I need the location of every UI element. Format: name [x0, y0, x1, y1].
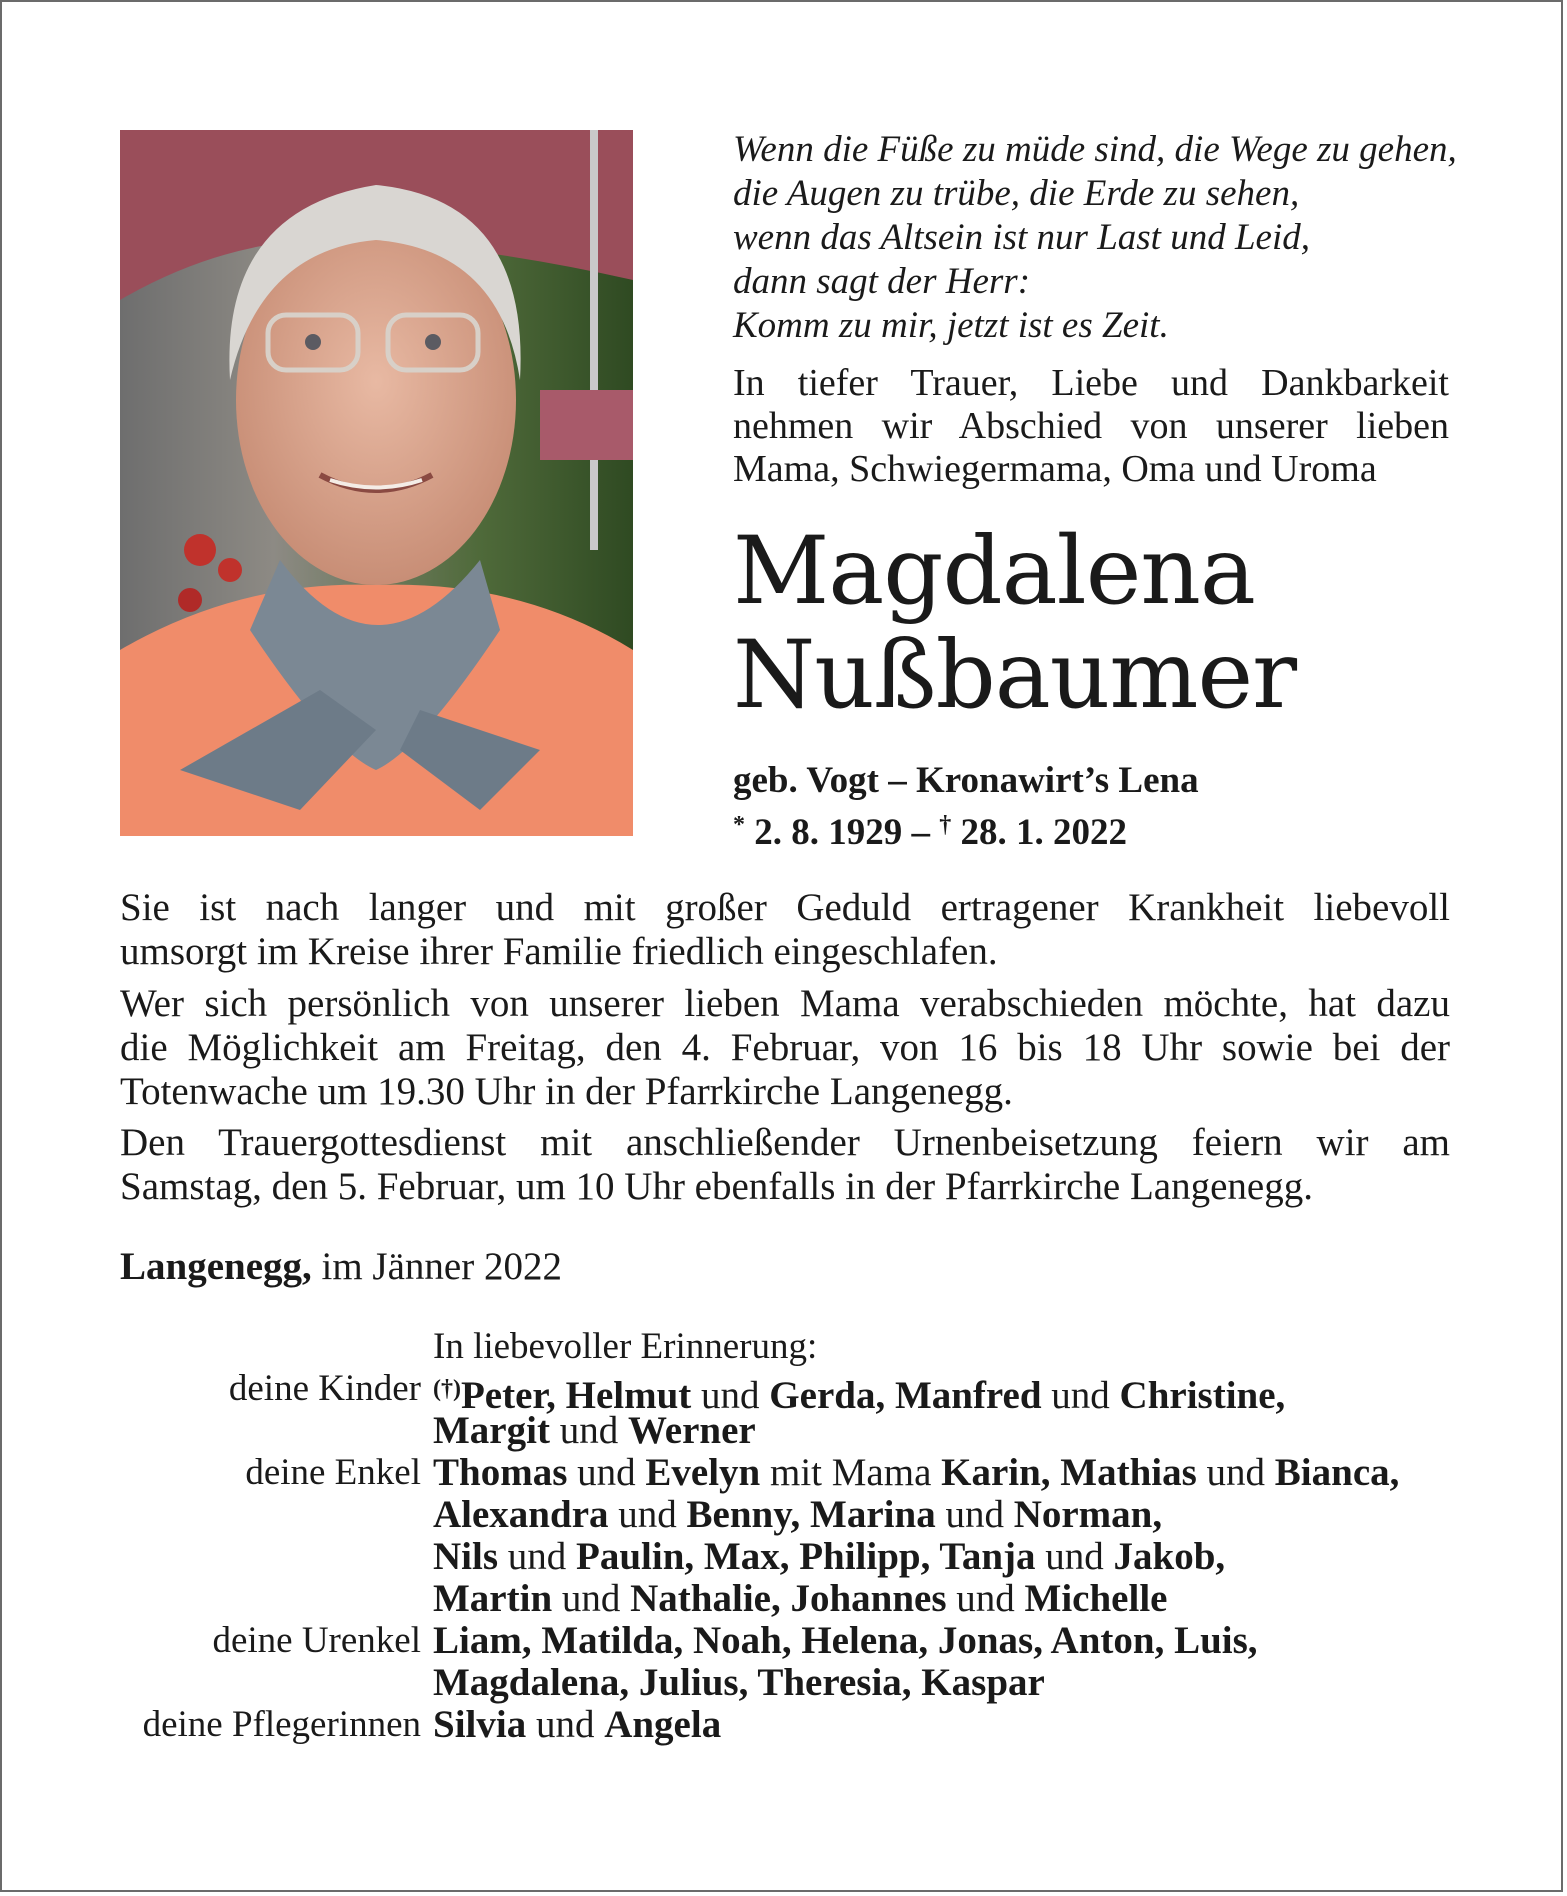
family-names — [433, 1452, 1399, 1494]
deceased-marker: (†) — [433, 1376, 461, 1402]
conjunction: und — [535, 1703, 595, 1746]
date-separator: – — [911, 812, 930, 853]
family-names — [433, 1494, 1162, 1536]
intro-line: nehmen wir Abschied von unserer lieben — [733, 405, 1449, 447]
name-group: Norman, — [1013, 1493, 1163, 1536]
poem-line: Wenn die Füße zu müde sind, die Wege zu gehen, — [733, 129, 1457, 170]
death-date: 28. 1. 2022 — [960, 812, 1127, 853]
family-names — [433, 1662, 1045, 1704]
conjunction: und — [956, 1577, 1015, 1620]
paragraph-farewell — [120, 982, 1450, 1114]
death-symbol: † — [939, 812, 952, 838]
conjunction: und — [945, 1493, 1004, 1536]
family-label: deine Pflegerinnen — [142, 1704, 421, 1745]
poem-line: wenn das Altsein ist nur Last und Leid, — [733, 217, 1310, 258]
portrait-image — [120, 130, 633, 836]
place-town: Langenegg, — [120, 1245, 312, 1288]
name-group: Magdalena, Julius, Theresia, Kaspar — [433, 1661, 1045, 1704]
portrait-photo — [120, 130, 633, 836]
family-names — [433, 1620, 1258, 1662]
name-group: Christine, — [1119, 1374, 1286, 1417]
poem — [733, 128, 1457, 348]
last-name: Nußbaumer — [733, 621, 1297, 730]
intro-line: Mama, Schwiegermama, Oma und Uroma — [733, 448, 1377, 490]
name-group: Peter, Helmut — [460, 1374, 692, 1417]
name-group: Nathalie, Johannes — [630, 1577, 947, 1620]
life-dates — [733, 803, 1449, 855]
family-names — [433, 1410, 756, 1452]
conjunction: und — [507, 1535, 567, 1578]
family-label: deine Enkel — [245, 1452, 421, 1493]
name-group: Werner — [627, 1409, 756, 1452]
name-group: Thomas — [433, 1451, 568, 1494]
paragraph-line: Den Trauergottesdienst mit anschließender Urnenbeisetzung feiern wir am — [120, 1121, 1450, 1164]
conjunction: und — [559, 1409, 619, 1452]
name-group: Karin, Mathias — [941, 1451, 1197, 1494]
paragraph-service — [120, 1121, 1450, 1209]
conjunction: und — [618, 1493, 677, 1536]
paragraph-passing — [120, 886, 1450, 974]
family-names — [433, 1578, 1167, 1620]
birth-symbol: * — [733, 812, 745, 838]
conjunction: und — [561, 1577, 621, 1620]
paragraph-line: umsorgt im Kreise ihrer Familie friedlich eingeschlafen. — [120, 930, 998, 973]
name-group: Martin — [433, 1577, 553, 1620]
poem-line: dann sagt der Herr: — [733, 261, 1031, 302]
name-group: Michelle — [1024, 1577, 1168, 1620]
first-name: Magdalena — [733, 517, 1255, 626]
name-group: Margit — [433, 1409, 550, 1452]
paragraph-line: die Möglichkeit am Freitag, den 4. Februar, von 16 bis 18 Uhr sowie bei der — [120, 1026, 1450, 1069]
poem-line: Komm zu mir, jetzt ist es Zeit. — [733, 305, 1169, 346]
life-details — [733, 759, 1449, 855]
name-group: Paulin, Max, Philipp, Tanja — [576, 1535, 1036, 1578]
poem-line: die Augen zu trübe, die Erde zu sehen, — [733, 173, 1300, 214]
conjunction: und — [577, 1451, 636, 1494]
birth-date: 2. 8. 1929 — [754, 812, 903, 853]
family-names — [433, 1704, 721, 1746]
name-group: Evelyn — [645, 1451, 761, 1494]
name-group: Benny, Marina — [686, 1493, 936, 1536]
conjunction: und — [1206, 1451, 1266, 1494]
paragraph-line: Samstag, den 5. Februar, um 10 Uhr ebenfalls in der Pfarrkirche Langenegg. — [120, 1165, 1313, 1208]
family-label: deine Kinder — [228, 1368, 421, 1409]
conjunction: und — [1045, 1535, 1104, 1578]
name-group: Gerda, Manfred — [769, 1374, 1042, 1417]
name-group: Nils — [433, 1535, 499, 1578]
conjunction: mit Mama — [769, 1451, 932, 1494]
name-group: Liam, Matilda, Noah, Helena, Jonas, Anton, Luis, — [433, 1619, 1258, 1662]
paragraph-line: Totenwache um 19.30 Uhr in der Pfarrkirche Langenegg. — [120, 1070, 1013, 1113]
name-group: Bianca, — [1274, 1451, 1400, 1494]
family-names — [433, 1536, 1225, 1578]
deceased-name — [733, 517, 1449, 730]
place-date-text: im Jänner 2022 — [321, 1245, 562, 1288]
name-group: Silvia — [433, 1703, 527, 1746]
paragraph-line: Sie ist nach langer und mit großer Geduld ertragener Krankheit liebevoll — [120, 886, 1450, 929]
intro-line: In tiefer Trauer, Liebe und Dankbarkeit — [733, 362, 1449, 404]
name-group: Alexandra — [433, 1493, 609, 1536]
intro-text — [733, 362, 1449, 491]
name-group: Jakob, — [1113, 1535, 1226, 1578]
birth-name: geb. Vogt – Kronawirt’s Lena — [733, 760, 1199, 801]
family-label: deine Urenkel — [212, 1620, 421, 1661]
place-date — [120, 1245, 562, 1289]
paragraph-line: Wer sich persönlich von unserer lieben Mama verabschieden möchte, hat dazu — [120, 982, 1450, 1025]
name-group: Angela — [604, 1703, 722, 1746]
memory-heading: In liebevoller Erinnerung: — [433, 1326, 818, 1367]
conjunction: und — [1051, 1374, 1110, 1417]
conjunction: und — [701, 1374, 760, 1417]
